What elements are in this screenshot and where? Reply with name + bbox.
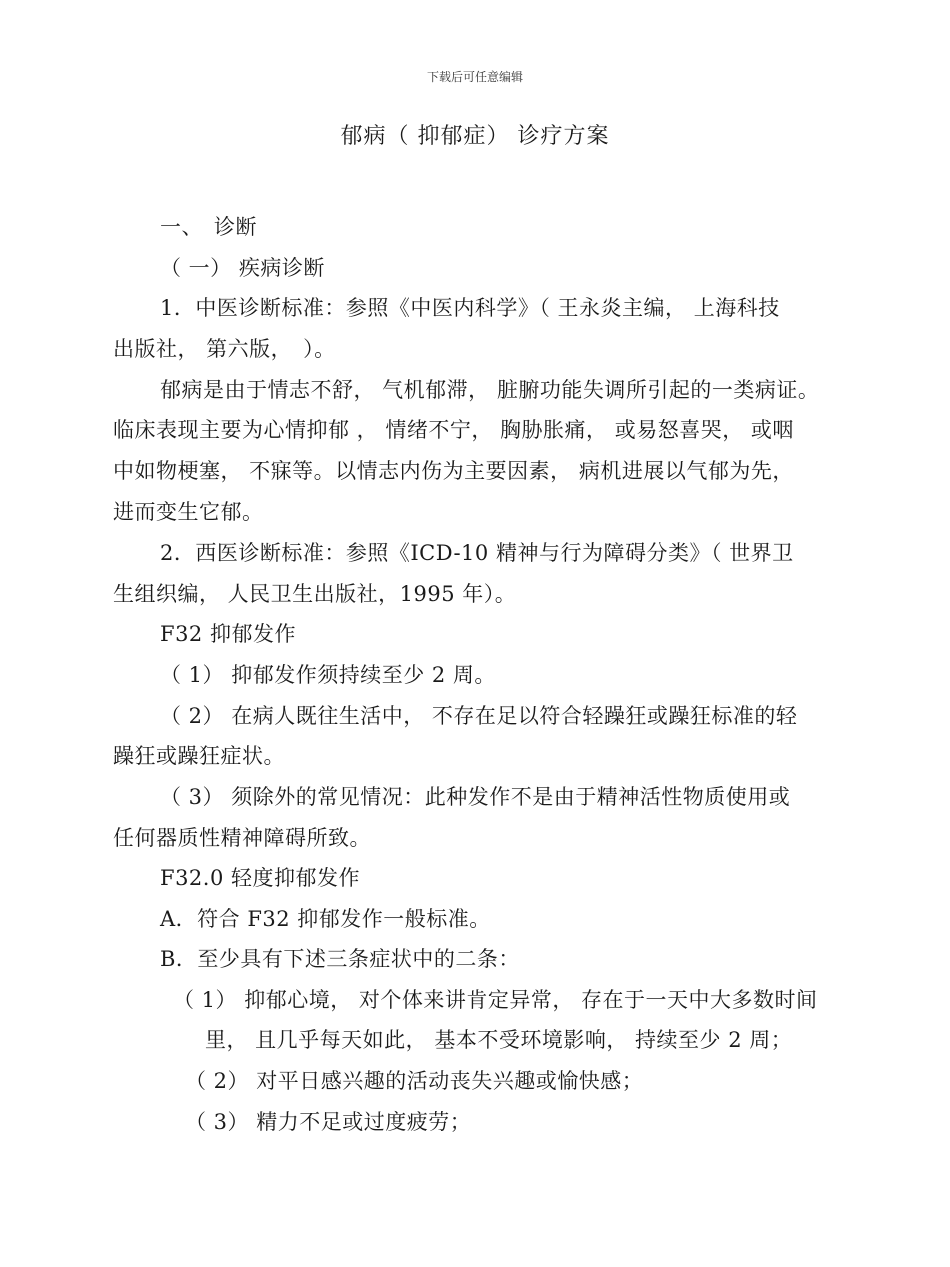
list-item: （ 1） 抑郁心境， 对个体来讲肯定异常， 存在于一天中大多数时间 xyxy=(173,988,818,1012)
list-item: A．符合 F32 抑郁发作一般标准。 xyxy=(160,907,491,931)
paragraph-line: 进而变生它郁。 xyxy=(113,500,264,524)
list-item: B．至少具有下述三条症状中的二条： xyxy=(160,947,520,971)
paragraph-line: 生组织编， 人民卫生出版社，1995 年）。 xyxy=(113,582,517,606)
list-item-continuation: 任何器质性精神障碍所致。 xyxy=(113,826,371,850)
subheading-f32: F32 抑郁发作 xyxy=(160,622,296,646)
list-item: （ 2） 对平日感兴趣的活动丧失兴趣或愉快感； xyxy=(185,1069,644,1093)
paragraph-line: 出版社， 第六版， ）。 xyxy=(113,337,336,361)
list-item-continuation: 里， 且几乎每天如此， 基本不受环境影响， 持续至少 2 周； xyxy=(205,1028,793,1052)
list-item: （ 1） 抑郁发作须持续至少 2 周。 xyxy=(160,663,496,687)
document-title: 郁病（ 抑郁症） 诊疗方案 xyxy=(340,124,610,149)
subsection-heading-disease-diagnosis: （ 一） 疾病诊断 xyxy=(160,256,325,280)
list-item: （ 3） 须除外的常见情况：此种发作不是由于精神活性物质使用或 xyxy=(160,785,791,809)
paragraph-line: 中如物梗塞， 不寐等。以情志内伤为主要因素， 病机进展以气郁为先， xyxy=(113,459,794,483)
paragraph-line: 2．西医诊断标准：参照《ICD-10 精神与行为障碍分类》（ 世界卫 xyxy=(160,541,794,565)
list-item: （ 2） 在病人既往生活中， 不存在足以符合轻躁狂或躁狂标准的轻 xyxy=(160,704,798,728)
list-item-continuation: 躁狂或躁狂症状。 xyxy=(113,744,285,768)
list-item: （ 3） 精力不足或过度疲劳； xyxy=(185,1110,472,1134)
paragraph-line: 临床表现主要为心情抑郁 ， 情绪不宁， 胸胁胀痛， 或易怒喜哭， 或咽 xyxy=(113,418,794,442)
section-heading-diagnosis: 一、 诊断 xyxy=(160,215,257,239)
subheading-f32-0: F32.0 轻度抑郁发作 xyxy=(160,866,361,890)
paragraph-line: 郁病是由于情志不舒， 气机郁滞， 脏腑功能失调所引起的一类病证。 xyxy=(160,378,820,402)
paragraph-line: 1．中医诊断标准：参照《中医内科学》（ 王永炎主编， 上海科技 xyxy=(160,296,780,320)
page-header-note: 下载后可任意编辑 xyxy=(426,70,523,84)
